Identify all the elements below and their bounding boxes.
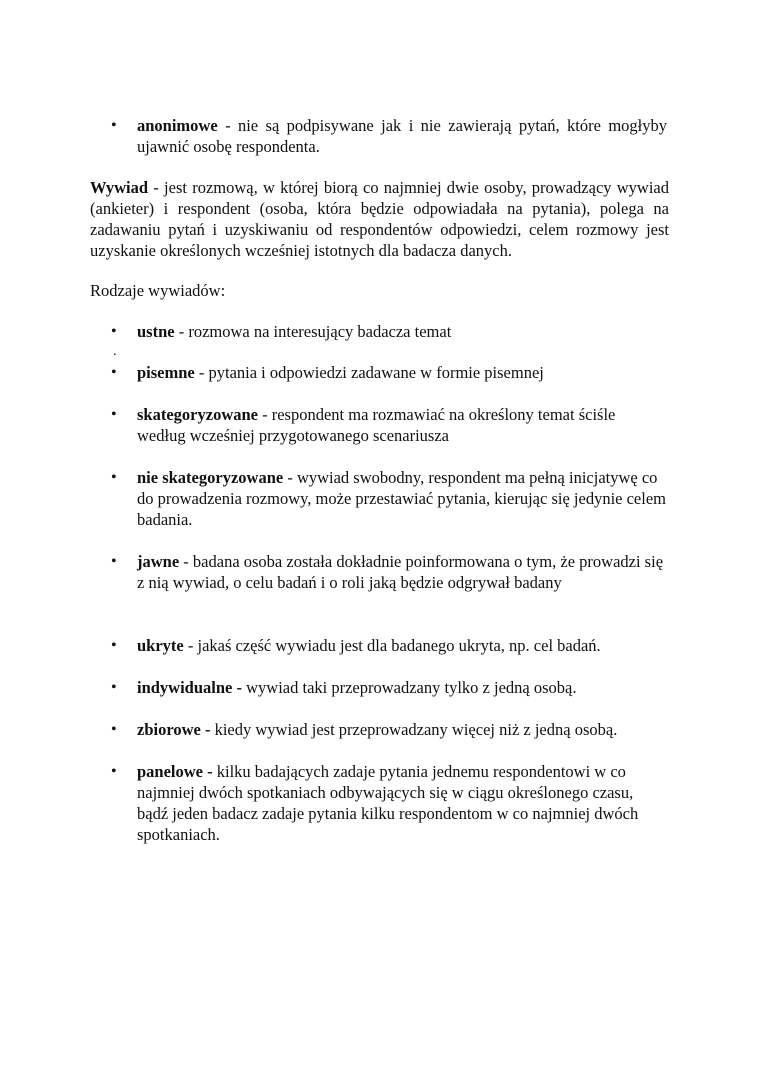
definition-ukryte: - jakaś część wywiadu jest dla badanego ukryta, np. cel badań. (183, 636, 601, 655)
list-item-pisemne (111, 362, 667, 383)
definition-skategoryzowane: - respondent ma rozmawiać na określony temat ściśle według wcześniej przygotowanego scenariusza (137, 405, 616, 445)
definition-wywiad: - jest rozmową, w której biorą co najmniej dwie osoby, prowadzący wywiad (ankieter) i respondent (osoba, która będzie odpowiadała na pytania), polega na zadawaniu pytań i uzyskiwaniu od respondentów odpowiedzi, celem rozmowy jest uzyskanie określonych wcześniej istotnych dla badacza danych. (90, 178, 669, 260)
bullet-icon: • (111, 469, 117, 486)
term-nie-skategoryzowane: nie skategoryzowane (137, 468, 284, 487)
definition-panelowe: kilku badających zadaje pytania jednemu respondentowi w co najmniej dwóch spotkaniach odbywających się w ciągu określonego czasu, bądź jeden badacz zadaje pytania kilku respondentom w co najmniej dwóch spotkaniach. (137, 762, 639, 844)
definition-jawne: - badana osoba została dokładnie poinformowana o tym, że prowadzi się z nią wywiad, o celu badań i o roli jaką będzie odgrywał badany (137, 552, 664, 592)
list-item-nie-skategoryzowane (111, 467, 667, 530)
list-item-anonimowe (111, 115, 667, 157)
term-anonimowe: anonimowe (137, 116, 218, 135)
definition-pisemne: - pytania i odpowiedzi zadawane w formie pisemnej (194, 363, 544, 382)
stray-period: . (113, 344, 117, 359)
definition-ustne: - rozmowa na interesujący badacza temat (174, 322, 452, 341)
term-zbiorowe: zbiorowe - (137, 720, 211, 739)
term-pisemne: pisemne (137, 363, 195, 382)
bullet-icon: • (111, 323, 117, 340)
list-item-panelowe (111, 761, 657, 845)
term-jawne: jawne (137, 552, 180, 571)
list-item-zbiorowe (111, 719, 667, 740)
bullet-icon: • (111, 637, 117, 654)
term-panelowe: panelowe - (137, 762, 213, 781)
bullet-icon: • (111, 763, 117, 780)
intro-paragraph (90, 177, 669, 261)
bullet-icon: • (111, 117, 117, 134)
types-heading: Rodzaje wywiadów: (90, 281, 226, 300)
bullet-icon: • (111, 553, 117, 570)
definition-zbiorowe: kiedy wywiad jest przeprowadzany więcej niż z jedną osobą. (210, 720, 618, 739)
term-wywiad: Wywiad (90, 178, 149, 197)
bullet-icon: • (111, 721, 117, 738)
term-ustne: ustne (137, 322, 175, 341)
list-item-ustne (111, 321, 667, 342)
bullet-icon: • (111, 679, 117, 696)
list-item-ukryte (111, 635, 667, 656)
term-indywidualne: indywidualne - (137, 678, 242, 697)
list-item-indywidualne (111, 677, 667, 698)
term-skategoryzowane: skategoryzowane (137, 405, 258, 424)
term-ukryte: ukryte (137, 636, 184, 655)
list-item-skategoryzowane (111, 404, 667, 446)
bullet-icon: • (111, 406, 117, 423)
list-item-jawne (111, 551, 667, 593)
definition-anonimowe: - nie są podpisywane jak i nie zawierają pytań, które mogłyby ujawnić osobę respondenta. (137, 116, 667, 156)
bullet-icon: • (111, 364, 117, 381)
definition-nie-skategoryzowane: - wywiad swobodny, respondent ma pełną inicjatywę co do prowadzenia rozmowy, może przestawiać pytania, kierując się jedynie celem badania. (137, 468, 666, 529)
definition-indywidualne: wywiad taki przeprowadzany tylko z jedną osobą. (242, 678, 577, 697)
